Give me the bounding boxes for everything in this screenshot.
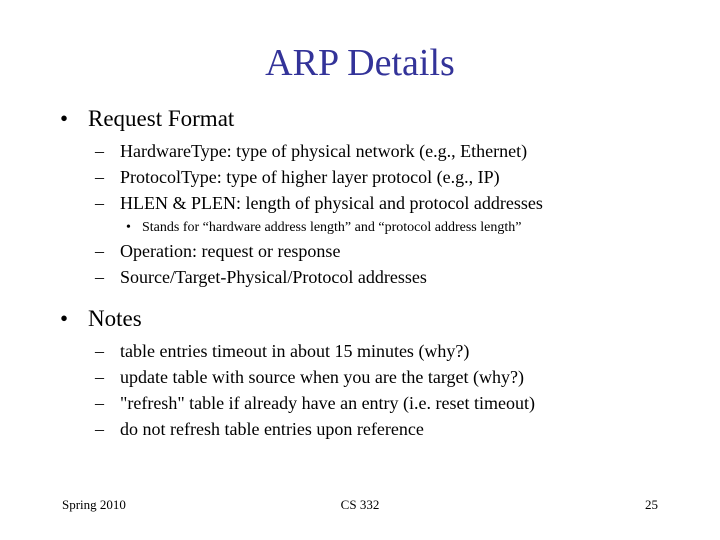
dash-icon: – [95,419,104,439]
dash-icon: – [95,367,104,387]
sub-bullet [58,238,708,264]
sub-bullet [58,416,708,442]
section-request-format [58,104,708,290]
third-level-bullet [58,218,708,238]
sub-bullet-text: HardwareType: type of physical network (e.g., Ethernet) [120,141,528,161]
sub-bullet-text: ProtocolType: type of higher layer protocol (e.g., IP) [120,167,500,187]
bullet-icon: • [126,220,131,235]
footer-course: CS 332 [340,497,380,512]
bullet-heading [58,304,708,334]
sub-bullet-text: update table with source when you are the target (why?) [120,367,525,387]
bullet-icon: • [60,306,69,331]
sub-bullet [58,338,708,364]
sub-bullet-text: HLEN & PLEN: length of physical and protocol addresses [120,193,543,213]
slide-content [58,104,708,442]
sub-bullet-text: Source/Target-Physical/Protocol addresses [120,267,427,287]
heading-text: Request Format [88,106,235,131]
footer-page-number: 25 [645,497,658,512]
bullet-heading [58,104,708,134]
bullet-icon: • [60,106,69,131]
dash-icon: – [95,241,104,261]
dash-icon: – [95,167,104,187]
dash-icon: – [95,193,104,213]
dash-icon: – [95,267,104,287]
sub-bullet-text: "refresh" table if already have an entry (i.e. reset timeout) [120,393,536,413]
sub-bullet [58,390,708,416]
sub-bullet-list [58,338,708,442]
dash-icon: – [95,141,104,161]
section-notes [58,304,708,442]
sub-bullet-text: table entries timeout in about 15 minutes (why?) [120,341,470,361]
dash-icon: – [95,393,104,413]
sub-bullet [58,138,708,164]
third-level-text: Stands for “hardware address length” and “protocol address length” [142,220,522,235]
slide-title: ARP Details [265,42,455,84]
sub-bullet-text: do not refresh table entries upon reference [120,419,424,439]
sub-bullet [58,364,708,390]
sub-bullet [58,190,708,216]
sub-bullet [58,264,708,290]
sub-bullet-text: Operation: request or response [120,241,341,261]
dash-icon: – [95,341,104,361]
sub-bullet-list [58,138,708,290]
sub-bullet [58,164,708,190]
footer-date: Spring 2010 [62,497,126,512]
heading-text: Notes [88,306,142,331]
